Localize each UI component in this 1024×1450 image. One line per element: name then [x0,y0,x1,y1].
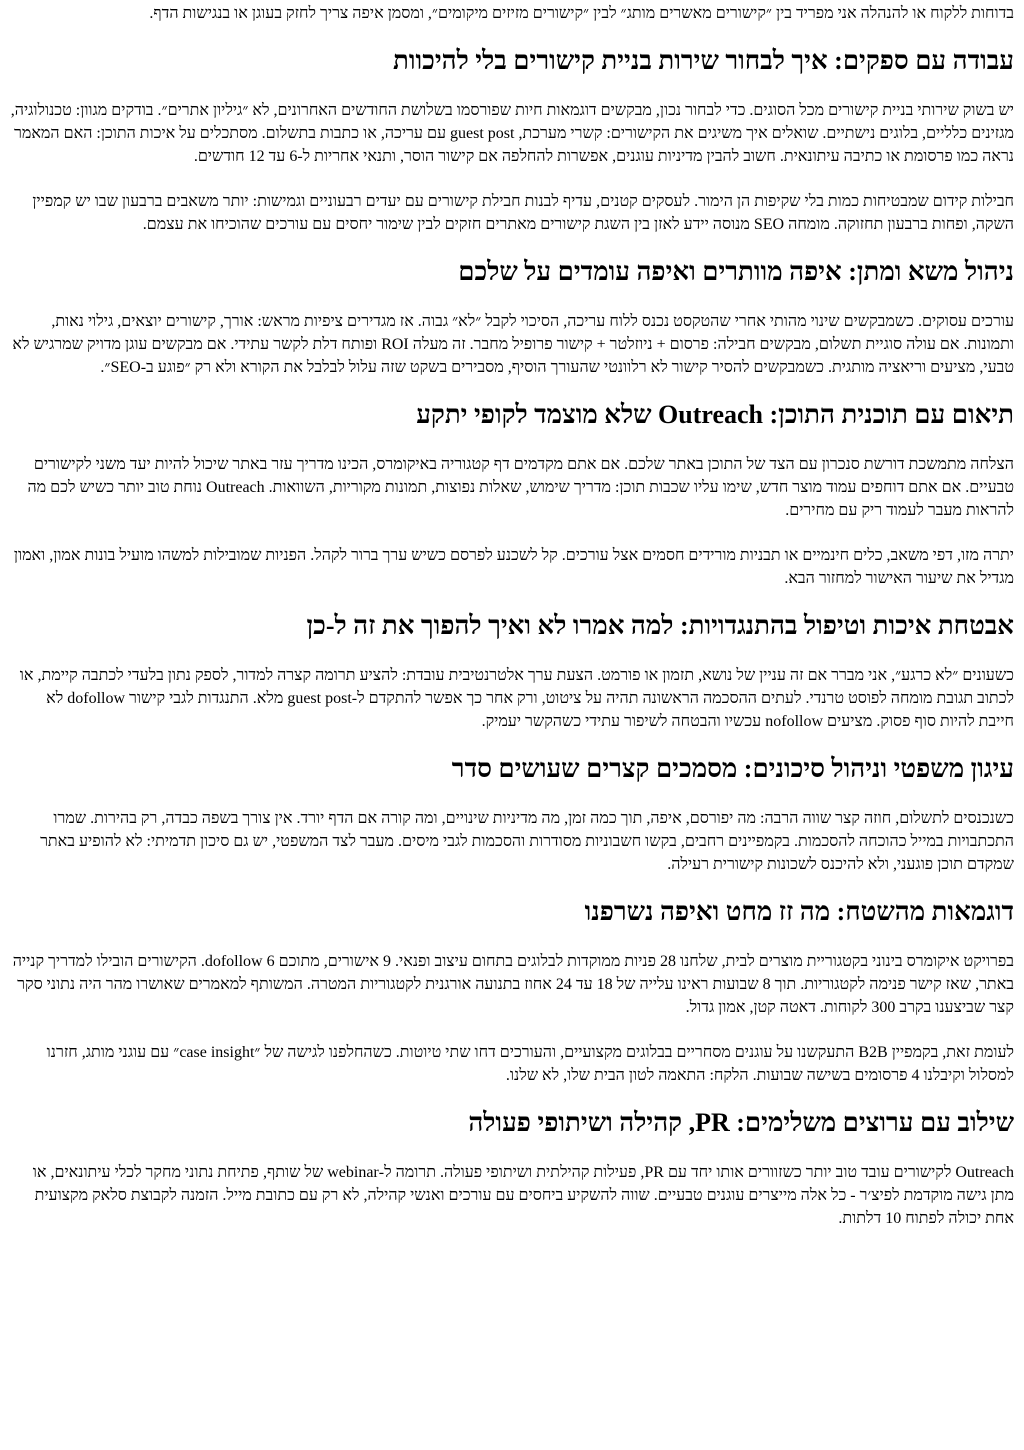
paragraph: יש בשוק שירותי בניית קישורים מכל הסוגים. כדי לבחור נכון, מבקשים דוגמאות חיות שפורסמו בשלושת החודשים האחרונים, לא ״גיליון אתרים״. בודקים מגוון: טכנולוגיה, מגזינים כלליים, בלוגים נישתיים. שואלים איך משיגים את הקישורים: קשרי מערכת, guest post עם עריכה, או כתבות בתשלום. מסתכלים על איכות התוכן: האם המאמר נראה כמו פרסומת או כתיבה עיתונאית. חשוב להבין מדיניות עוגנים, אפשרות להחלפה אם קישור הוסר, ותנאי אחריות ל-6 עד 12 חודשים. [10,102,1014,165]
section-title: עיגון משפטי וניהול סיכונים: מסמכים קצרים שעושים סדר [451,754,1014,783]
paragraph: Outreach לקישורים עובד טוב יותר כשזוורים אותו יחד עם PR, פעילות קהילתית ושיתופי פעולה. תרומה ל-webinar של שותף, פתיחת נתוני מחקר לכלי עיתונאים, או מתן גישה מוקדמת לפיצ׳ר - כל אלה מייצרים עוגנים טבעיים. שווה להשקיע ביחסים עם עורכים ואנשי קהילה, לא רק עם כתובת מייל. הזמנה לקבוצת סלאק מקצועית אחת יכולה לפתוח 10 דלתות. [32,1164,1014,1227]
section-legal-risk [10,753,1014,876]
section-vendors [10,45,1014,236]
section-quality-objections [10,610,1014,733]
paragraph: יתרה מזו, דפי משאב, כלים חינמיים או תבניות מורידים חסמים אצל עורכים. קל לשכנע לפרסם כשיש ערך ברור לקהל. הפניות שמובילות למשהו מועיל בונות אמון, ואמון מגדיל את שיעור האישור למחזור הבא. [13,547,1014,587]
section-title: דוגמאות מהשטח: מה זז מחט ואיפה נשרפנו [584,897,1014,926]
section-complementary-channels [10,1107,1014,1230]
section-title: ניהול משא ומתן: איפה מוותרים ואיפה עומדים על שלכם [458,257,1014,286]
section-field-examples [10,896,1014,1087]
paragraph: כשעונים ״לא כרגע״, אני מברר אם זה עניין של נושא, תזמון או פורמט. הצעת ערך אלטרנטיבית עובדת: להציע תרומה קצרה למדור, לספק נתון בלעדי לכתבה קיימת, או לכתוב תגובת מומחה לפוסט טרנדי. לעתים ההסכמה הראשונה תהיה על ציטוט, ורק אחר כך אפשר להתקדם ל-guest post מלא. התנגדות לגבי קישור dofollow לא חייבת להיות סוף פסוק. מציעים nofollow עכשיו והבטחה לשיפור עתידי כשהקשר יעמיק. [19,667,1014,730]
section-negotiation [10,256,1014,379]
section-title: תיאום עם תוכנית התוכן: Outreach שלא מוצמד לקופי יתקע [416,400,1014,429]
paragraph: בפרויקט איקומרס בינוני בקטגוריית מוצרים לבית, שלחנו 28 פניות ממוקדות לבלוגים בתחום עיצוב ופנאי. 9 אישורים, מתוכם 6 dofollow. הקישורים הובילו למדריך קנייה באתר, שאז קישר פנימה לקטגוריות. תוך 8 שבועות ראינו עלייה של 18 עד 24 אחוז בתנועה אורגנית לקטגוריות המטרה. המשותף למאמרים שאושרו מהר היה נתוני סקר קצר שביצענו בקרב 300 לקוחות. דאטה קטן, אמון גדול. [12,953,1014,1016]
section-title: שילוב עם ערוצים משלימים: PR, קהילה ושיתופי פעולה [468,1108,1014,1137]
article [0,2,1024,1230]
paragraph: לעומת זאת, בקמפיין B2B התעקשנו על עוגנים מסחריים בבלוגים מקצועיים, והעורכים דחו שתי טיוטות. כשהחלפנו לגישה של ״case insight״ עם עוגני מותג, חזרנו למסלול וקיבלנו 4 פרסומים בשישה שבועות. הלקח: התאמה לטון הבית שלו, לא שלנו. [46,1044,1014,1084]
paragraph: חבילות קידום שמבטיחות כמות בלי שקיפות הן הימור. לעסקים קטנים, עדיף לבנות חבילת קישורים עם יעדים רבעוניים וגמישות: יותר משאבים ברבעון שבו יש קמפיין השקה, ופחות ברבעון תחזוקה. מומחה SEO מנוסה יידע לאזן בין השגת קישורים מאתרים חזקים לבין שימור יחסים עם עורכים שהוכיחו את עצמם. [32,193,1014,233]
intro-paragraph: בדוחות ללקוח או להנהלה אני מפריד בין ״קישורים מאשרים מותג״ לבין ״קישורים מזיזים מיקומים״, ומסמן איפה צריך לחזק בעוגן או בנגישות הדף. [149,5,1014,22]
paragraph: הצלחה מתמשכת דורשת סנכרון עם הצד של התוכן באתר שלכם. אם אתם מקדמים דף קטגוריה באיקומרס, הכינו מדריך עזר באתר שיכול להיות יעד משני לקישורים טבעיים. אם אתם דוחפים עמוד מוצר חדש, שימו עליו שכבות תוכן: מדריך שימוש, שאלות נפוצות, תמונות מקוריות, השוואות. Outreach נוחת טוב יותר כשיש לכם מה להראות מעבר לעמוד ריק עם מחירים. [27,456,1014,519]
section-content-plan [10,399,1014,590]
section-title: אבטחת איכות וטיפול בהתנגדויות: למה אמרו לא ואיך להפוך את זה ל-כן [306,611,1014,640]
section-title: עבודה עם ספקים: איך לבחור שירות בניית קישורים בלי להיכוות [392,46,1014,75]
paragraph: עורכים עסוקים. כשמבקשים שינוי מהותי אחרי שהטקסט נכנס ללוח עריכה, הסיכוי לקבל ״לא״ גבוה. אז מגדירים ציפיות מראש: אורך, קישורים יוצאים, גילוי נאות, ותמונות. אם עולה סוגיית תשלום, מבקשים חבילה: פרסום + ניוזלטר + קישור פרופיל מחבר. זה מעלה ROI ופותח דלת לקשר עתידי. אם מבקשים עוגן מדויק שמרגיש לא טבעי, מציעים וריאציה מותגית. כשמבקשים להסיר קישור לא רלוונטי שהעורך הוסיף, מסבירים בשקט שזה עלול לבלבל את הקורא ולא רק ״פוגע ב-SEO״. [12,313,1014,376]
paragraph: כשנכנסים לתשלום, חוזה קצר שווה הרבה: מה יפורסם, איפה, תוך כמה זמן, מה מדיניות שינויים, ומה קורה אם הדף יורד. אין צורך בשפה כבדה, רק בהירות. שמרו התכתבויות במייל כהוכחה להסכמות. בקמפיינים רחבים, בקשו חשבוניות מסודרות והסכמות לגבי מיסים. מעבר לצד המשפטי, יש גם סיכון תדמיתי: לא להופיע באתר שמקדם תוכן פוגעני, ולא להיכנס לשכונות קישורית רעילה. [40,810,1014,873]
